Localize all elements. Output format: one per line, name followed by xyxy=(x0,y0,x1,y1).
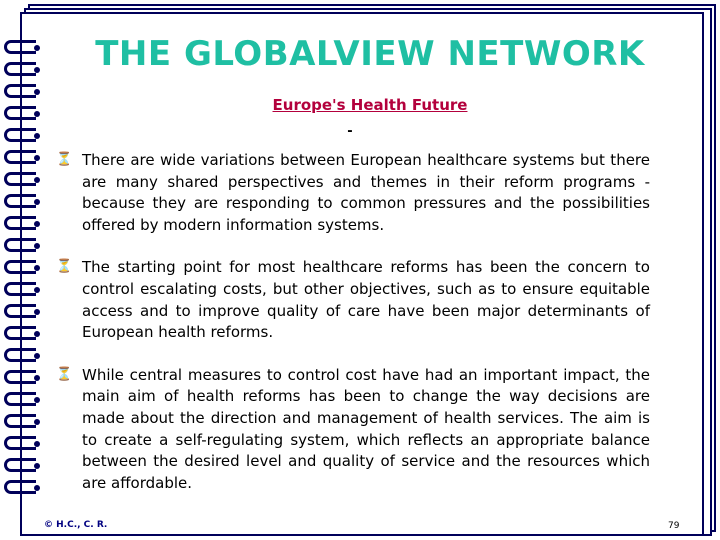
list-item xyxy=(52,365,650,495)
hourglass-icon: ⏳ xyxy=(56,152,73,167)
spiral-ring xyxy=(4,238,36,252)
page-number: 79 xyxy=(668,521,680,531)
list-item xyxy=(52,150,650,236)
spiral-ring xyxy=(4,84,36,98)
spiral-ring xyxy=(4,260,36,274)
bullet-text: The starting point for most healthcare reforms has been the concern to control escalating costs, but other objectives, such as to ensure equitable access and to improve quality of care have been major determinants of European health reforms. xyxy=(82,258,650,342)
spiral-ring xyxy=(4,436,36,450)
bullet-text: While central measures to control cost have had an important impact, the main aim of health reforms has been to change the way decisions are made about the direction and management of health services. The aim is to create a self-regulating system, which reflects an appropriate balance between the desired level and quality of service and the resources which are affordable. xyxy=(82,365,650,492)
separator: - xyxy=(347,124,353,139)
spiral-ring xyxy=(4,370,36,384)
spiral-ring xyxy=(4,282,36,296)
hourglass-icon: ⏳ xyxy=(56,259,73,275)
spiral-ring xyxy=(4,172,36,186)
spiral-ring xyxy=(4,348,36,362)
spiral-ring xyxy=(4,480,36,494)
spiral-ring xyxy=(4,62,36,76)
spiral-ring xyxy=(4,326,36,340)
spiral-ring xyxy=(4,458,36,472)
copyright-notice: © H.C., C. R. xyxy=(44,520,108,530)
bullet-text: There are wide variations between European healthcare systems but there are many shared perspectives and themes in their reform programs - because they are responding to common pressures and the possibilities offered by modern information systems. xyxy=(82,151,650,234)
slide-subtitle: Europe's Health Future xyxy=(272,96,468,114)
spiral-ring xyxy=(4,150,36,164)
bullet-list xyxy=(52,150,650,494)
spiral-binding xyxy=(0,40,44,510)
spiral-ring xyxy=(4,40,36,54)
spiral-ring xyxy=(4,414,36,428)
list-item xyxy=(52,257,650,343)
spiral-ring xyxy=(4,128,36,142)
spiral-ring xyxy=(4,194,36,208)
spiral-ring xyxy=(4,304,36,318)
spiral-ring xyxy=(4,106,36,120)
slide-title: THE GLOBALVIEW NETWORK xyxy=(95,34,645,74)
spiral-ring xyxy=(4,216,36,230)
hourglass-icon: ⏳ xyxy=(56,366,73,382)
spiral-ring xyxy=(4,392,36,406)
